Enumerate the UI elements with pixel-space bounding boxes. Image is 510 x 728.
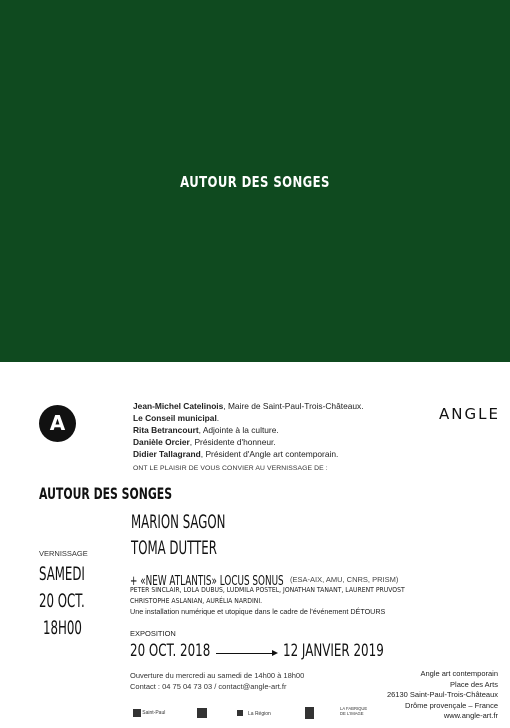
host-name: Le Conseil municipal [133, 413, 217, 423]
exposition-end: 12 JANVIER 2019 [283, 641, 384, 661]
region-logo-label: La Région [248, 711, 271, 717]
host-role: , Président d'Angle art contemporain. [200, 449, 339, 459]
invite-text: ONT LE PLAISIR DE VOUS CONVIER AU VERNISSAGE DE : [133, 465, 328, 472]
host-line [133, 412, 364, 424]
address-line: Angle art contemporain [420, 669, 498, 678]
saint-paul-logo [133, 709, 165, 717]
opening-hours: Ouverture du mercredi au samedi de 14h00 à 18h00 [130, 671, 305, 680]
host-role: , Présidente d'honneur. [189, 437, 276, 447]
host-name: Jean-Michel Catelinois [133, 401, 224, 411]
vernissage-label: VERNISSAGE [39, 549, 88, 558]
artist-name: TOMA DUTTER [131, 537, 217, 559]
hosts-list [133, 400, 364, 460]
arrow-right-icon [272, 650, 278, 656]
website-link[interactable]: www.angle-art.fr [443, 711, 498, 720]
new-atlantis-title: + «NEW ATLANTIS» LOCUS SONUS [130, 574, 284, 589]
partner-logo-icon [305, 707, 314, 720]
angle-wordmark: ANGLE [439, 405, 500, 423]
saint-paul-logo-icon [133, 709, 141, 717]
host-line [133, 436, 364, 448]
hero-title: AUTOUR DES SONGES [180, 173, 330, 191]
host-role: , Adjointe à la culture. [198, 425, 279, 435]
fabrique-logo [340, 706, 368, 716]
arrow-line [216, 653, 274, 654]
hero-banner [0, 0, 510, 362]
host-line [133, 448, 364, 460]
host-role: . [216, 413, 220, 423]
host-name: Danièle Orcier [133, 437, 190, 447]
fabrique-logo-label: LA FABRIQUE DE L'IMAGE [340, 706, 368, 716]
host-line [133, 400, 364, 412]
exposition-label: EXPOSITION [130, 629, 176, 638]
new-atlantis-names: CHRISTOPHE ASLANIAN, AURÉLIA NARDINI. [130, 596, 263, 605]
new-atlantis-names: PETER SINCLAIR, LOLA DUBUS, LUDMILA POSTEL, JONATHAN TANANT, LAURENT PRUVOST [130, 585, 405, 594]
new-atlantis-subtitle: (ESA-AIX, AMU, CNRS, PRISM) [290, 575, 399, 584]
address-line: 26130 Saint-Paul-Trois-Châteaux [386, 690, 498, 699]
host-line [133, 424, 364, 436]
region-logo [248, 711, 271, 717]
new-atlantis-description: Une installation numérique et utopique dans le cadre de l'événement DÉTOURS [130, 607, 386, 616]
address-line: Place des Arts [450, 679, 498, 689]
vernissage-time: 18H00 [43, 617, 82, 639]
contact-info: Contact : 04 75 04 73 03 / contact@angle-art.fr [130, 682, 287, 691]
host-name: Rita Betrancourt [133, 425, 199, 435]
partner-logo-icon [197, 708, 207, 719]
partner-logo-small [237, 710, 243, 717]
exposition-start: 20 OCT. 2018 [130, 641, 211, 661]
saint-paul-logo-label: Saint-Paul [142, 710, 166, 717]
vernissage-day: SAMEDI [39, 563, 85, 585]
vernissage-date: 20 OCT. [39, 590, 85, 612]
artist-name: MARION SAGON [131, 511, 226, 533]
angle-logo-icon: A [39, 405, 76, 442]
address-line: Drôme provençale – France [405, 700, 498, 710]
host-name: Didier Tallagrand [133, 449, 201, 459]
address-block [387, 669, 498, 722]
host-role: , Maire de Saint-Paul-Trois-Châteaux. [223, 401, 364, 411]
event-title: AUTOUR DES SONGES [39, 484, 173, 503]
